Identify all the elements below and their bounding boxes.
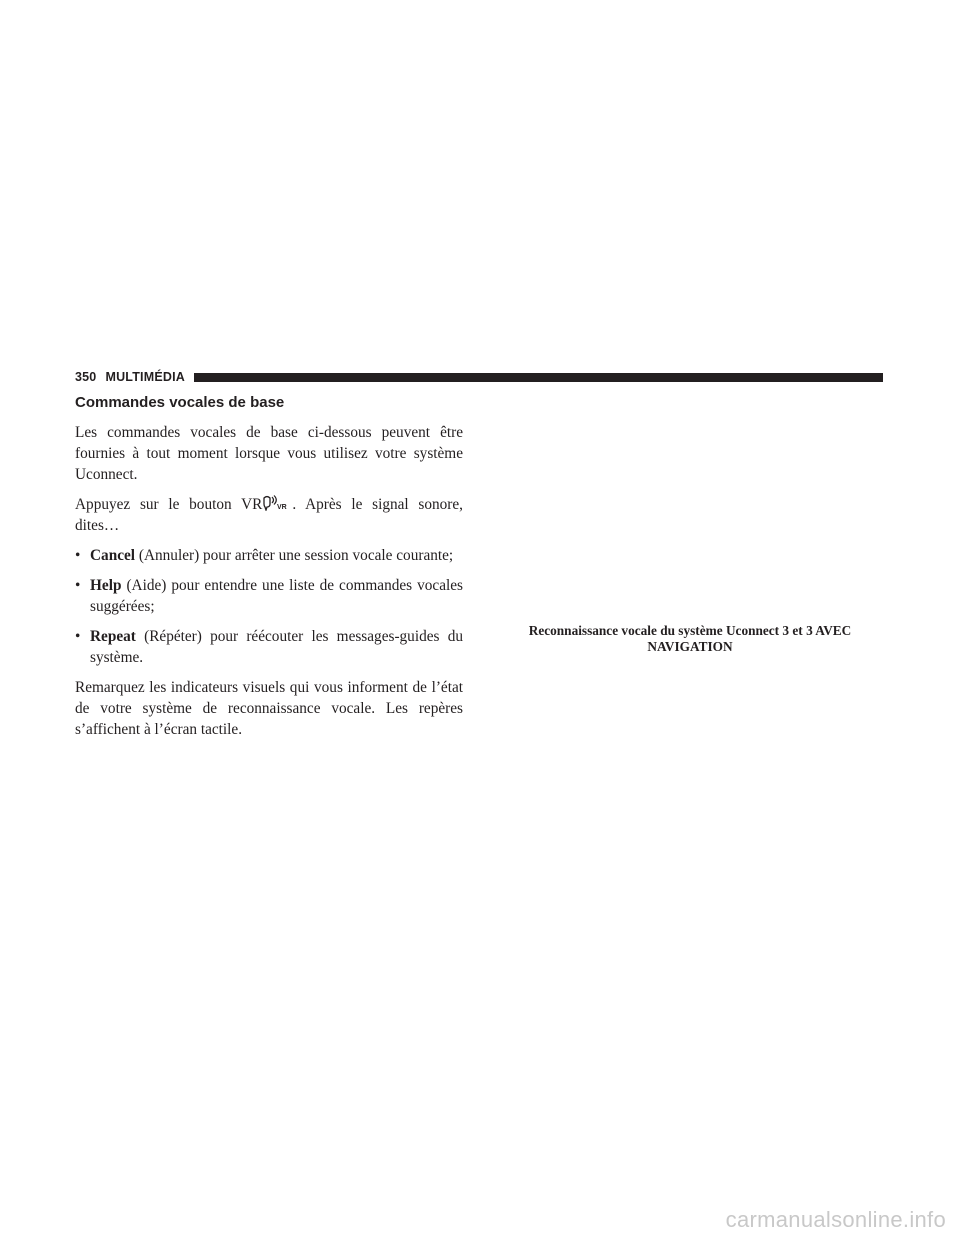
bullet-icon: • bbox=[75, 577, 81, 594]
list-item bbox=[75, 545, 463, 566]
command-name: Repeat bbox=[90, 628, 136, 645]
command-description: (Annuler) pour arrêter une session vocale courante; bbox=[135, 547, 454, 564]
section-heading: Commandes vocales de base bbox=[75, 394, 285, 411]
press-text-before: Appuyez sur le bouton VR bbox=[75, 496, 263, 513]
command-description: (Répéter) pour réécouter les messages-guides du système. bbox=[90, 628, 463, 666]
watermark: carmanualsonline.info bbox=[725, 1207, 946, 1232]
section-title: MULTIMÉDIA bbox=[105, 370, 186, 384]
bullet-icon: • bbox=[75, 628, 81, 645]
bullet-icon: • bbox=[75, 547, 81, 564]
main-text-column bbox=[75, 393, 463, 749]
figure-image-area bbox=[497, 396, 883, 614]
page-header bbox=[75, 369, 883, 385]
figure-caption bbox=[497, 623, 883, 655]
page-number: 350 bbox=[75, 370, 97, 384]
closing-paragraph: Remarquez les indicateurs visuels qui vous informent de l’état de votre système de reconnaissance vocale. Les repères s’affichent à l’écran tactile. bbox=[75, 679, 463, 738]
command-name: Cancel bbox=[90, 547, 136, 564]
command-list bbox=[75, 545, 463, 668]
list-item bbox=[75, 575, 463, 617]
caption-line-1: Reconnaissance vocale du système Uconnect 3 et 3 AVEC bbox=[528, 623, 852, 638]
list-item bbox=[75, 626, 463, 668]
header-rule bbox=[194, 373, 883, 382]
caption-line-2: NAVIGATION bbox=[647, 639, 733, 654]
command-name: Help bbox=[90, 577, 122, 594]
svg-text:VR: VR bbox=[277, 504, 288, 511]
press-text-after: . Après le signal sonore, dites… bbox=[75, 496, 463, 534]
command-description: (Aide) pour entendre une liste de commandes vocales suggérées; bbox=[90, 577, 463, 615]
press-button-paragraph bbox=[75, 494, 463, 536]
intro-paragraph: Les commandes vocales de base ci-dessous peuvent être fournies à tout moment lorsque vous utilisez votre système Uconnect. bbox=[75, 424, 463, 483]
voice-recognition-icon bbox=[262, 495, 292, 511]
